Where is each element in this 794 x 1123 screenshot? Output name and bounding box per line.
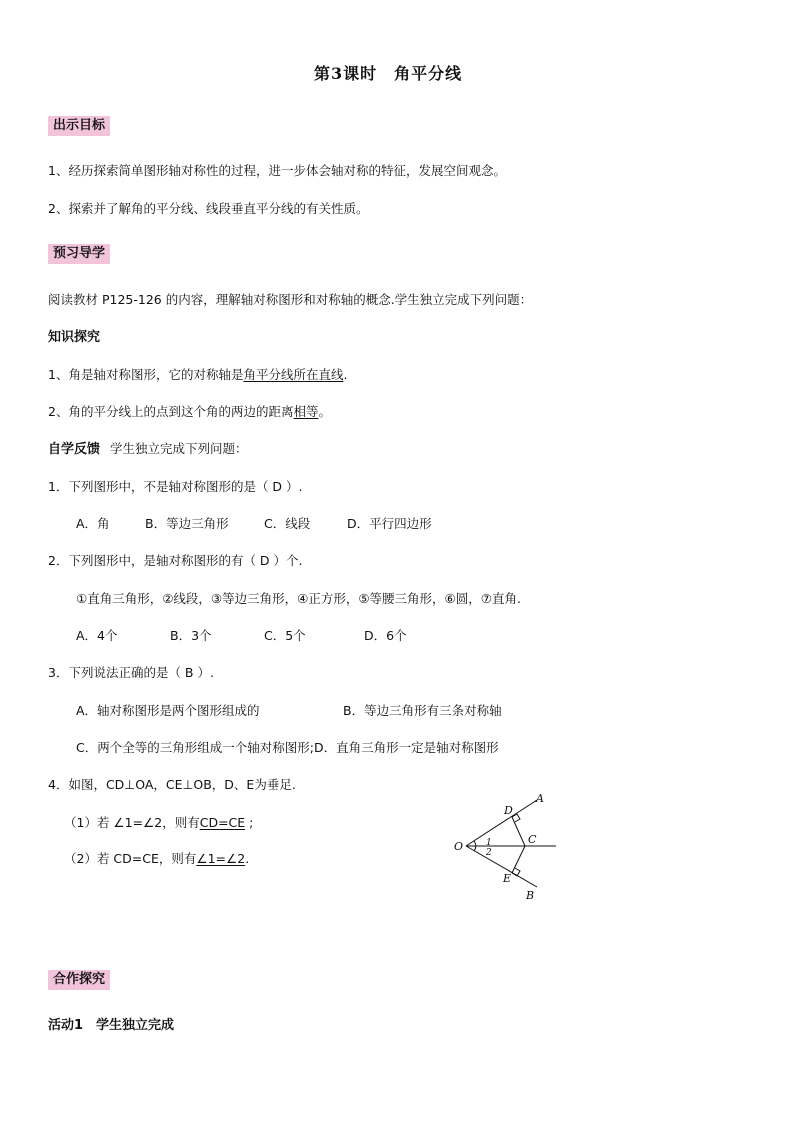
question-4-part-1 [64,815,253,831]
knowledge-item-1-prefix: 1、角是轴对称图形，它的对称轴是 [48,367,244,382]
question-4-part-1-answer: CD=CE [199,815,246,830]
section-tag-objectives: 出示目标 [48,116,110,136]
question-3-option-a: A．轴对称图形是两个图形组成的 [76,703,260,718]
activity-1-heading: 活动1 学生独立完成 [48,1018,175,1033]
question-3-stem: 3．下列说法正确的是（ B ）. [48,665,214,680]
ray-OB [466,846,537,887]
section-tag-cooperation: 合作探究 [48,970,110,990]
question-2-stem: 2．下列图形中，是轴对称图形的有（ D ）个. [48,553,303,568]
label-O: O [454,840,464,853]
question-2-option-a: A．4个 [76,628,118,643]
objective-item-1: 1、经历探索简单图形轴对称性的过程，进一步体会轴对称的特征，发展空间观念。 [48,163,506,178]
label-C: C [528,833,537,846]
question-4-part-2-prefix: （2）若 CD=CE，则有 [64,851,197,866]
label-E: E [503,872,512,885]
objective-item-2: 2、探索并了解角的平分线、线段垂直平分线的有关性质。 [48,201,369,216]
angle-arc-2 [474,846,476,851]
angle-arc-1 [474,841,476,846]
label-B: B [526,889,535,902]
feedback-line [48,441,248,458]
question-1-stem: 1．下列图形中，不是轴对称图形的是（ D ）. [48,479,303,494]
knowledge-item-2 [48,404,331,420]
question-4-part-2-answer: ∠1=∠2 [196,851,246,866]
knowledge-item-1-suffix: . [343,367,348,382]
page-title: 第3课时 角平分线 [314,64,463,83]
question-2-list: ①直角三角形，②线段，③等边三角形，④正方形，⑤等腰三角形，⑥圆，⑦直角. [76,591,521,606]
label-angle-1: 1 [486,838,492,848]
question-2-option-c: C．5个 [264,628,306,643]
section-tag-preview: 预习导学 [48,244,110,264]
question-2-option-b: B．3个 [170,628,212,643]
knowledge-item-1-answer: 角平分线所在直线 [243,367,344,382]
question-1-option-c: C．线段 [264,516,311,531]
knowledge-item-2-prefix: 2、角的平分线上的点到这个角的两边的距离 [48,404,294,419]
feedback-text: 学生独立完成下列问题： [110,441,248,456]
label-D: D [504,804,513,817]
question-4-part-2-suffix: . [245,851,250,866]
question-3-option-cd: C．两个全等的三角形组成一个轴对称图形;D．直角三角形一定是轴对称图形 [76,740,499,755]
segment-CD [512,817,525,846]
question-2-option-d: D．6个 [364,628,407,643]
knowledge-item-2-answer: 相等 [293,404,319,419]
question-3-option-b: B．等边三角形有三条对称轴 [343,703,502,718]
question-1-option-b: B．等边三角形 [145,516,229,531]
knowledge-heading: 知识探究 [48,330,101,345]
segment-CE [512,846,525,873]
knowledge-item-1 [48,367,347,383]
question-4-part-1-prefix: （1）若 ∠1=∠2，则有 [64,815,200,830]
preview-intro: 阅读教材 P125-126 的内容，理解轴对称图形和对称轴的概念.学生独立完成下列问题： [48,292,533,307]
label-A: A [536,792,544,805]
ray-OA [466,800,537,846]
knowledge-item-2-suffix: 。 [318,404,331,419]
feedback-heading: 自学反馈 [48,442,101,457]
question-4-part-1-suffix: ; [245,815,254,830]
question-1-option-d: D．平行四边形 [347,516,432,531]
label-angle-2: 2 [486,848,492,858]
question-4-stem: 4．如图，CD⊥OA，CE⊥OB，D、E为垂足. [48,777,296,792]
question-4-part-2 [64,851,249,867]
question-1-option-a: A．角 [76,516,110,531]
angle-bisector-figure [450,790,565,905]
